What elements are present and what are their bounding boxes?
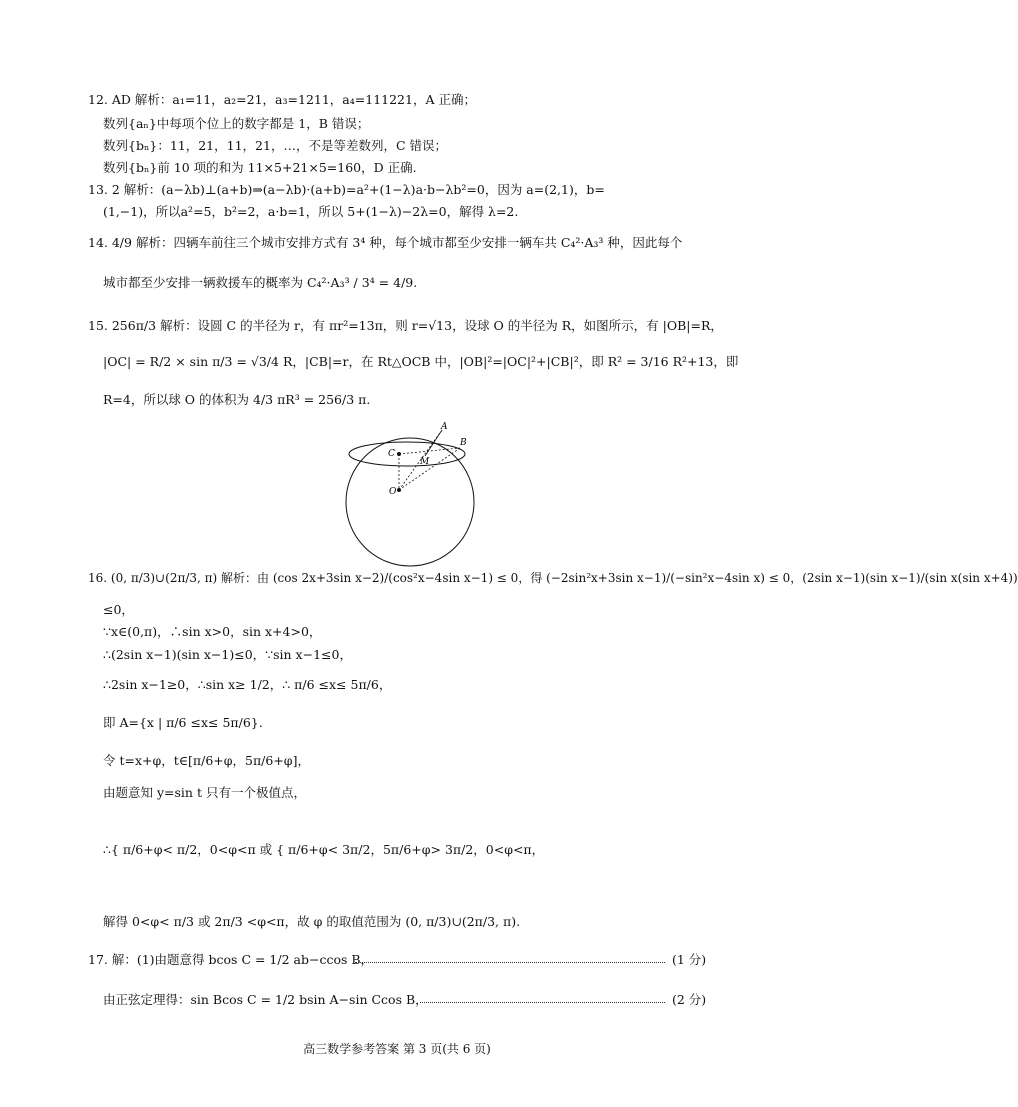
problem-12-line-4: 数列{bₙ}前 10 项的和为 11×5+21×5=160，D 正确. xyxy=(103,160,417,175)
label-a: A xyxy=(441,422,448,432)
problem-14-line-2: 城市都至少安排一辆救援车的概率为 C₄²·A₃³ / 3⁴ = 4/9. xyxy=(103,275,418,290)
problem-17-line-2: 由正弦定理得：sin Bcos C = 1/2 bsin A−sin Ccos B， xyxy=(103,992,428,1007)
problem-16-line-2: ≤0， xyxy=(103,602,134,617)
problem-16-line-10: 解得 0<φ< π/3 或 2π/3 <φ<π，故 φ 的取值范围为 (0, π/3)∪(2π/3, π). xyxy=(103,914,521,929)
problem-13-line-1: 13. 2 解析：(a−λb)⊥(a+b)⇒(a−λb)·(a+b)=a²+(1−λ)a·b−λb²=0，因为 a=(2,1)，b= xyxy=(88,182,605,197)
label-m: M xyxy=(420,457,430,467)
dotted-leader-1 xyxy=(355,962,665,963)
point-c xyxy=(397,452,401,456)
problem-16-line-8: 由题意知 y=sin t 只有一个极值点， xyxy=(103,785,306,800)
label-o: O xyxy=(389,487,397,497)
problem-16-line-1: 16. (0, π/3)∪(2π/3, π) 解析：由 (cos 2x+3sin x−2)/(cos²x−4sin x−1) ≤ 0，得 (−2sin²x+3sin x−1)/(−sin²x−4sin x) ≤ 0，(2sin x−1)(sin x−1)/(sin x(sin x+4)) xyxy=(88,571,1018,585)
problem-15-line-3: R=4，所以球 O 的体积为 4/3 πR³ = 256/3 π. xyxy=(103,392,371,407)
point-o xyxy=(397,488,401,492)
problem-16-line-5: ∴2sin x−1≥0，∴sin x≥ 1/2，∴ π/6 ≤x≤ 5π/6， xyxy=(103,677,392,692)
problem-12-line-1: 12. AD 解析：a₁=11，a₂=21，a₃=1211，a₄=111221，A 正确； xyxy=(88,92,476,107)
score-1: (1 分) xyxy=(672,952,707,967)
segment-ob xyxy=(399,448,460,490)
small-circle-front xyxy=(349,442,465,466)
problem-16-line-9: ∴{ π/6+φ< π/2，0<φ<π 或 { π/6+φ< 3π/2，5π/6+φ> 3π/2，0<φ<π， xyxy=(103,842,545,857)
problem-16-line-4: ∴(2sin x−1)(sin x−1)≤0，∵sin x−1≤0， xyxy=(103,647,352,662)
problem-16-line-3: ∵x∈(0,π)，∴sin x>0，sin x+4>0， xyxy=(103,624,322,639)
sphere-outline xyxy=(346,438,474,566)
problem-12-line-3: 数列{bₙ}：11，21，11，21，…，不是等差数列，C 错误； xyxy=(103,138,447,153)
problem-15-line-2: |OC| = R/2 × sin π/3 = √3/4 R，|CB|=r，在 Rt△OCB 中，|OB|²=|OC|²+|CB|²，即 R² = 3/16 R²+13，即 xyxy=(103,354,739,369)
problem-12-line-2: 数列{aₙ}中每项个位上的数字都是 1，B 错误； xyxy=(103,116,370,131)
problem-15-line-1: 15. 256π/3 解析：设圆 C 的半径为 r，有 πr²=13π，则 r=√13，设球 O 的半径为 R，如图所示，有 |OB|=R， xyxy=(88,318,723,333)
problem-17-line-1: 17. 解：(1)由题意得 bcos C = 1/2 ab−ccos B， xyxy=(88,952,374,967)
score-2: (2 分) xyxy=(672,992,707,1007)
page-footer: 高三数学参考答案 第 3 页(共 6 页) xyxy=(303,1042,491,1056)
problem-14-line-1: 14. 4/9 解析：四辆车前往三个城市安排方式有 3⁴ 种，每个城市都至少安排一辆车共 C₄²·A₃³ 种，因此每个 xyxy=(88,235,683,250)
problem-16-line-6: 即 A={x | π/6 ≤x≤ 5π/6}. xyxy=(103,715,263,730)
dotted-leader-2 xyxy=(420,1002,665,1003)
label-c: C xyxy=(388,449,395,459)
sphere-figure xyxy=(335,418,485,568)
problem-13-line-2: (1,−1)，所以a²=5，b²=2，a·b=1，所以 5+(1−λ)−2λ=0，解得 λ=2. xyxy=(103,204,519,219)
label-b: B xyxy=(460,438,467,448)
problem-16-line-7: 令 t=x+φ，t∈[π/6+φ，5π/6+φ]， xyxy=(103,753,310,768)
